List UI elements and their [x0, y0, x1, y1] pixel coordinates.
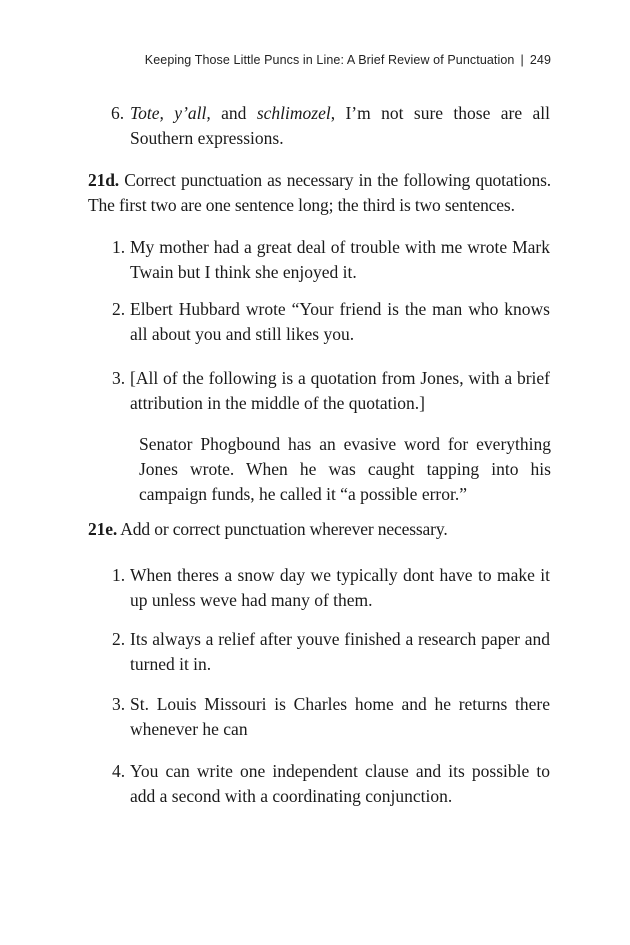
list-item-text: , I’m not sure those are all Southern expressions. [130, 103, 551, 148]
example-word-yall: y’all, [174, 103, 211, 123]
list-item-number: 6. [111, 103, 125, 123]
exercise-21e-instructions [88, 517, 551, 542]
list-item-6 [111, 101, 551, 151]
running-title: Keeping Those Little Puncs in Line: A Brief Review of Punctuation [144, 53, 515, 67]
list-item-number: 2. [112, 629, 126, 649]
list-item-number: 4. [112, 761, 126, 781]
page-number: 249 [529, 53, 551, 67]
exercise-label: 21e. [88, 519, 118, 539]
list-item-text: St. Louis Missouri is Charles home and he returns there whenever he can [130, 694, 550, 739]
exercise-instructions: Correct punctuation as necessary in the following quotations. The first two are one sentence long; the third is two sentences. [88, 170, 551, 215]
list-item [112, 627, 550, 677]
list-item [112, 297, 550, 347]
list-item-number: 1. [112, 237, 126, 257]
list-item [112, 563, 550, 613]
list-item-text: Elbert Hubbard wrote “Your friend is the man who knows all about you and still likes you. [130, 299, 550, 344]
example-word-schlimozel: schlimozel [256, 103, 331, 123]
list-item [112, 759, 550, 809]
list-item-number: 1. [112, 565, 126, 585]
list-item-text: When theres a snow day we typically dont have to make it up unless weve had many of them. [130, 565, 550, 610]
list-item [112, 366, 550, 416]
exercise-21d-instructions [88, 168, 551, 218]
exercise-label: 21d. [88, 170, 120, 190]
list-item-text: You can write one independent clause and its possible to add a second with a coordinating conjunction. [130, 761, 550, 806]
running-head [145, 48, 551, 73]
block-quotation: Senator Phogbound has an evasive word for everything Jones wrote. When he was caught tapping into his campaign funds, he called it “a possible error.” [139, 434, 551, 504]
list-item-number: 2. [112, 299, 126, 319]
item-text-and: and [210, 103, 257, 123]
running-head-separator: | [520, 53, 524, 67]
example-word-tote: Tote, [130, 103, 164, 123]
list-item-number: 3. [112, 694, 126, 714]
list-item [112, 235, 550, 285]
exercise-instructions: Add or correct punctuation wherever necessary. [117, 519, 448, 539]
list-item [112, 692, 550, 742]
list-item-text: My mother had a great deal of trouble with me wrote Mark Twain but I think she enjoyed it. [130, 237, 550, 282]
list-item-text: Its always a relief after youve finished a research paper and turned it in. [130, 629, 550, 674]
list-item-number: 3. [112, 368, 126, 388]
list-item-text: [All of the following is a quotation from Jones, with a brief attribution in the middle of the quotation.] [130, 368, 550, 413]
